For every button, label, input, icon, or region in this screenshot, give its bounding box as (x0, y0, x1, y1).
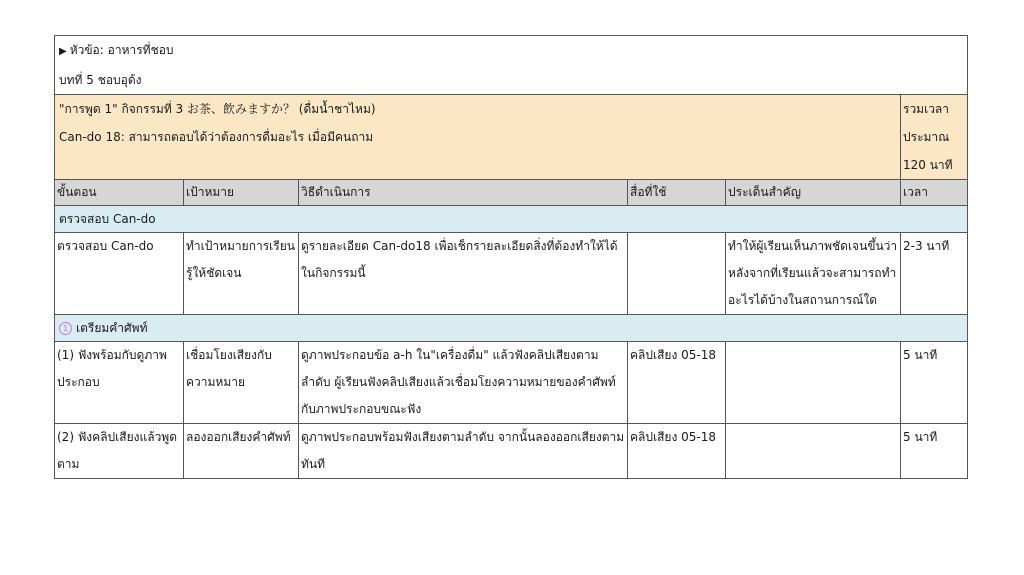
cell-step: ตรวจสอบ Can-do (55, 233, 184, 315)
section-vocab-cell (55, 315, 968, 342)
cell-method: ดูภาพประกอบพร้อมฟังเสียงตามลำดับ จากนั้นลองออกเสียงตามทันที (299, 424, 628, 479)
cell-media (628, 233, 726, 315)
lesson-plan-sheet (54, 35, 967, 479)
section-check-label: ตรวจสอบ Can-do (55, 206, 968, 233)
cell-step: (1) ฟังพร้อมกับดูภาพประกอบ (55, 342, 184, 424)
cell-step: (2) ฟังคลิปเสียงแล้วพูดตาม (55, 424, 184, 479)
header-time: เวลา (901, 180, 968, 206)
cell-media: คลิปเสียง 05-18 (628, 342, 726, 424)
cell-point (726, 342, 901, 424)
lesson-title: บทที่ 5 ชอบอุด้ง (59, 73, 142, 87)
cell-media: คลิปเสียง 05-18 (628, 424, 726, 479)
cell-method: ดูรายละเอียด Can-do18 เพื่อเช็กรายละเอียดสิ่งที่ต้องทำให้ได้ในกิจกรรมนี้ (299, 233, 628, 315)
header-step: ขั้นตอน (55, 180, 184, 206)
lesson-plan-table (54, 35, 968, 479)
cell-goal: เชื่อมโยงเสียงกับความหมาย (184, 342, 299, 424)
section-vocab-label: เตรียมคำศัพท์ (76, 321, 148, 335)
header-row (55, 180, 968, 206)
topic-cell (55, 36, 968, 95)
cell-goal: ลองออกเสียงคำศัพท์ (184, 424, 299, 479)
topic-line (59, 36, 963, 66)
cell-goal: ทำเป้าหมายการเรียนรู้ให้ชัดเจน (184, 233, 299, 315)
total-time: รวมเวลาประมาณ 120 นาที (901, 95, 968, 180)
activity-cell (55, 95, 901, 180)
cell-point (726, 424, 901, 479)
cell-time: 5 นาที (901, 424, 968, 479)
triangle-right-icon: ▶ (59, 46, 67, 57)
header-media: สื่อที่ใช้ (628, 180, 726, 206)
topic-row (55, 36, 968, 95)
activity-row (55, 95, 968, 180)
section-row-check (55, 206, 968, 233)
header-method: วิธีดำเนินการ (299, 180, 628, 206)
activity-title: "การพูด 1" กิจกรรมที่ 3 お茶、飲みますか？ (ดื่มน้ำชาไหม) (59, 102, 376, 116)
table-row (55, 233, 968, 315)
circled-number-icon: 1 (59, 322, 72, 335)
section-row-vocab (55, 315, 968, 342)
table-row (55, 342, 968, 424)
table-row (55, 424, 968, 479)
cell-point: ทำให้ผู้เรียนเห็นภาพชัดเจนขึ้นว่า หลังจากที่เรียนแล้วจะสามารถทำอะไรได้บ้างในสถานการณ์ใด (726, 233, 901, 315)
can-do-statement: Can-do 18: สามารถตอบได้ว่าต้องการดื่มอะไร เมื่อมีคนถาม (59, 130, 374, 144)
cell-time: 5 นาที (901, 342, 968, 424)
header-goal: เป้าหมาย (184, 180, 299, 206)
cell-method: ดูภาพประกอบข้อ a-h ใน"เครื่องดื่ม" แล้วฟังคลิปเสียงตามลำดับ ผู้เรียนฟังคลิปเสียงแล้วเชื่อมโยงความหมายของคำศัพท์กับภาพประกอบขณะฟัง (299, 342, 628, 424)
header-point: ประเด็นสำคัญ (726, 180, 901, 206)
cell-time: 2-3 นาที (901, 233, 968, 315)
topic-title: หัวข้อ: อาหารที่ชอบ (69, 43, 174, 57)
